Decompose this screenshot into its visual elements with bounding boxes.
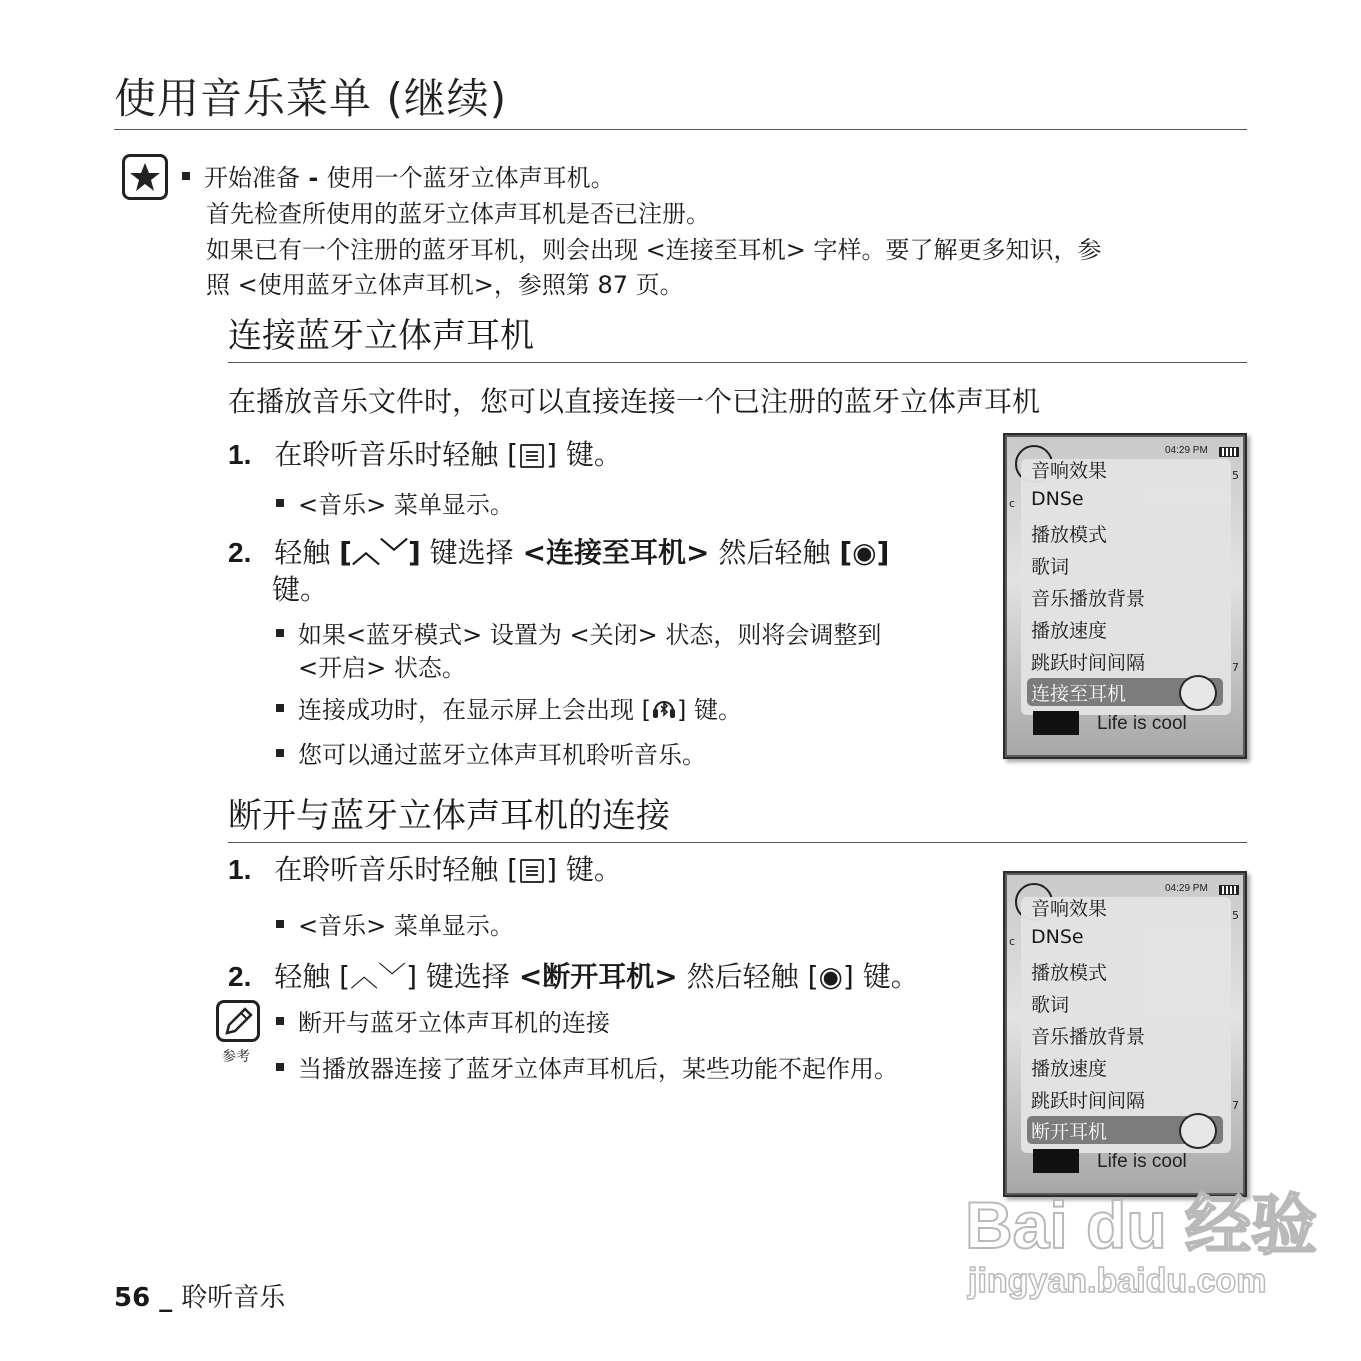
page-title: 使用音乐菜单 (继续) — [114, 74, 508, 123]
device-screen-connect — [1003, 433, 1247, 759]
battery-icon — [1219, 885, 1239, 895]
chapter-name: 聆听音乐 — [181, 1283, 286, 1313]
tip-rest: 使用一个蓝牙立体声耳机。 — [326, 164, 615, 192]
step-number: 1. — [228, 439, 252, 470]
menu-item[interactable]: 音乐播放背景 — [1031, 1026, 1146, 1048]
note-label: 参考 — [222, 1049, 250, 1065]
step-number: 2. — [228, 537, 252, 568]
bullet-text: <音乐> 菜单显示。 — [298, 491, 514, 519]
bullet-square — [276, 749, 284, 757]
bullet-text: 当播放器连接了蓝牙立体声耳机后，某些功能不起作用。 — [298, 1055, 898, 1083]
album-thumb — [1033, 1149, 1079, 1173]
bullet-square — [276, 629, 284, 637]
step2-text-a: 轻触 [︿﹀] 键选择 — [274, 960, 519, 993]
step1-text-a: 在聆听音乐时轻触 [ — [274, 853, 519, 886]
menu-item[interactable]: 播放速度 — [1031, 1058, 1108, 1080]
section1-rule — [228, 362, 1247, 363]
bluetooth-headset-icon — [651, 697, 677, 721]
step1-text-a: 在聆听音乐时轻触 [ — [274, 438, 519, 471]
bullet-square — [276, 499, 284, 507]
step2-text-a: 轻触 — [274, 536, 340, 569]
status-time: 04:29 PM — [1165, 445, 1208, 456]
selected-label: 连接至耳机 — [1031, 683, 1127, 705]
page-footer — [114, 1277, 285, 1314]
selected-label: 断开耳机 — [1031, 1121, 1108, 1143]
step1-text-b: ] 键。 — [546, 438, 622, 471]
menu-key-icon — [520, 859, 544, 883]
tip-sep: - — [300, 164, 327, 192]
section1-step2 — [228, 531, 889, 571]
mascot-icon — [1179, 675, 1217, 711]
section1-lead: 在播放音乐文件时，您可以直接连接一个已注册的蓝牙立体声耳机 — [228, 385, 1041, 418]
edge-mark: c — [1009, 497, 1016, 510]
menu-item[interactable]: 歌词 — [1031, 556, 1070, 578]
menu-item[interactable]: 播放模式 — [1031, 524, 1108, 546]
bullet-square — [276, 1017, 284, 1025]
edge-mark: 7 — [1232, 1099, 1239, 1112]
section1-step2-cont: 键。 — [272, 573, 329, 606]
section2-step1 — [228, 848, 622, 888]
menu-item[interactable]: 播放速度 — [1031, 620, 1108, 642]
step-number: 1. — [228, 854, 252, 885]
page-number: 56 — [114, 1283, 151, 1313]
bullet-square — [276, 920, 284, 928]
title-rule — [114, 129, 1247, 130]
bullet-square — [276, 704, 284, 712]
edge-mark: 7 — [1232, 661, 1239, 674]
music-menu — [1021, 459, 1231, 715]
section2-rule — [228, 842, 1247, 843]
menu-item[interactable]: 音乐播放背景 — [1031, 588, 1146, 610]
bullet-square — [276, 1063, 284, 1071]
menu-item[interactable]: 音响效果 — [1031, 460, 1108, 482]
section2-step2 — [228, 955, 919, 995]
menu-item-selected[interactable] — [1027, 1116, 1223, 1144]
baidu-watermark-logo: Bai du 经验 — [965, 1188, 1318, 1262]
tip-line-2: 首先检查所使用的蓝牙立体声耳机是否已注册。 — [206, 200, 710, 228]
bullet-square — [182, 172, 190, 180]
menu-item[interactable]: 跳跃时间间隔 — [1031, 1090, 1146, 1112]
bullet-text: 连接成功时，在显示屏上会出现 [ — [298, 696, 651, 724]
status-time: 04:29 PM — [1165, 883, 1208, 894]
device-screen-disconnect — [1003, 871, 1247, 1197]
bullet-text: 如果<蓝牙模式> 设置为 <关闭> 状态，则将会调整到 — [298, 621, 882, 649]
menu-item[interactable]: DNSe — [1031, 488, 1084, 510]
song-title: Life is cool — [1097, 713, 1187, 734]
menu-item[interactable]: 跳跃时间间隔 — [1031, 652, 1146, 674]
edge-mark: 5 — [1232, 469, 1239, 482]
menu-item-selected[interactable] — [1027, 678, 1223, 706]
step-number: 2. — [228, 961, 252, 992]
bullet-text: 断开与蓝牙立体声耳机的连接 — [298, 1009, 610, 1037]
tip-line-4: 照 <使用蓝牙立体声耳机>，参照第 87 页。 — [206, 271, 684, 299]
battery-icon — [1219, 447, 1239, 457]
section2-step1-bullet — [276, 906, 514, 941]
edge-mark: c — [1009, 935, 1016, 948]
mascot-icon — [1179, 1113, 1217, 1149]
edge-mark: 5 — [1232, 909, 1239, 922]
music-menu — [1021, 897, 1231, 1153]
menu-item[interactable]: 歌词 — [1031, 994, 1070, 1016]
note-pencil-icon — [216, 1000, 260, 1042]
tip-line-1 — [182, 158, 615, 193]
tip-lead: 开始准备 — [204, 164, 300, 192]
step2-item: <断开耳机> — [518, 960, 678, 993]
section1-heading: 连接蓝牙立体声耳机 — [228, 316, 534, 356]
ok-key: [◉] — [839, 536, 890, 569]
footer-sep: _ — [150, 1283, 182, 1313]
section1-bullet1-cont: <开启> 状态。 — [298, 654, 466, 682]
menu-item[interactable]: DNSe — [1031, 926, 1084, 948]
note-bullet2 — [276, 1049, 898, 1084]
section1-step1 — [228, 433, 622, 473]
star-icon — [122, 154, 168, 200]
tip-line-3: 如果已有一个注册的蓝牙耳机，则会出现 <连接至耳机> 字样。要了解更多知识，参 — [206, 236, 1102, 264]
note-bullet1 — [276, 1003, 610, 1038]
bullet-text-b: ] 键。 — [677, 696, 742, 724]
up-down-keys: [︿﹀] — [339, 536, 421, 569]
section2-heading: 断开与蓝牙立体声耳机的连接 — [228, 796, 670, 836]
bullet-text: 您可以通过蓝牙立体声耳机聆听音乐。 — [298, 741, 706, 769]
step2-item: <连接至耳机> — [522, 536, 710, 569]
step2-text-b: 然后轻触 [◉] 键。 — [677, 960, 919, 993]
section1-step1-bullet — [276, 485, 514, 520]
menu-item[interactable]: 音响效果 — [1031, 898, 1108, 920]
step2-text-b: 键选择 — [420, 536, 523, 569]
section1-bullet3 — [276, 735, 706, 770]
section1-bullet1 — [276, 615, 881, 650]
menu-item[interactable]: 播放模式 — [1031, 962, 1108, 984]
baidu-watermark-url: jingyan.baidu.com — [968, 1262, 1267, 1300]
bullet-text: <音乐> 菜单显示。 — [298, 912, 514, 940]
menu-key-icon — [520, 444, 544, 468]
album-thumb — [1033, 711, 1079, 735]
step1-text-b: ] 键。 — [546, 853, 622, 886]
section1-bullet2 — [276, 690, 742, 725]
song-title: Life is cool — [1097, 1151, 1187, 1172]
step2-text-c: 然后轻触 — [709, 536, 840, 569]
